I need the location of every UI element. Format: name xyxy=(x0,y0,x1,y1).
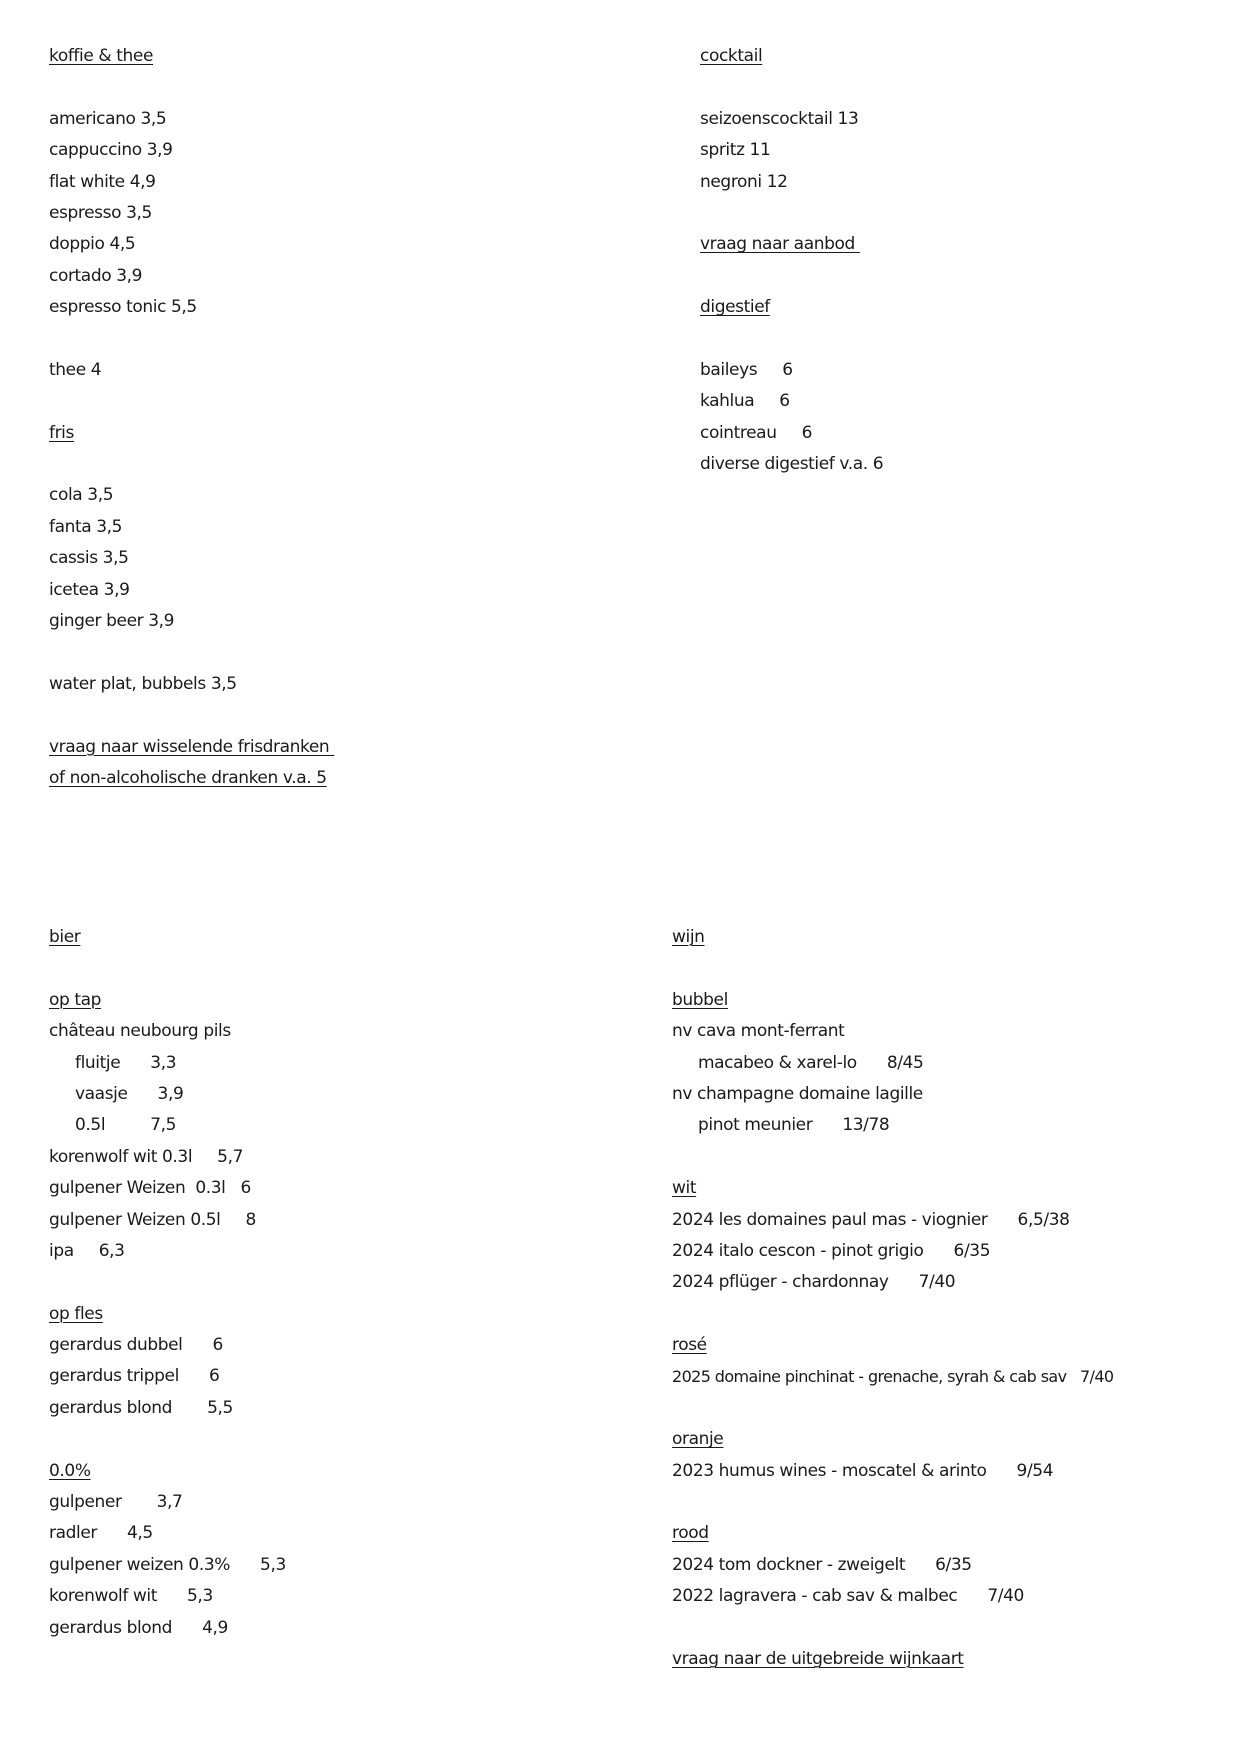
menu-item: spritz 11 xyxy=(700,140,771,161)
wit-heading: wit xyxy=(672,1178,697,1199)
menu-item: gulpener weizen 0.3% 5,3 xyxy=(49,1554,286,1575)
menu-item: 2024 les domaines paul mas - viognier 6,5/38 xyxy=(672,1209,1070,1230)
cocktail-heading: cocktail xyxy=(700,46,763,66)
oranje-heading: oranje xyxy=(672,1429,724,1450)
digestief-heading: digestief xyxy=(700,297,770,318)
menu-item: 2022 lagravera - cab sav & malbec 7/40 xyxy=(672,1586,1024,1607)
cocktail-digestief-column xyxy=(700,41,1220,480)
bier-column xyxy=(49,922,609,1644)
menu-item: 0.5l 7,5 xyxy=(75,1115,177,1136)
wijnkaart-note: vraag naar de uitgebreide wijnkaart xyxy=(672,1648,964,1669)
menu-item: korenwolf wit 5,3 xyxy=(49,1586,213,1607)
menu-item: water plat, bubbels 3,5 xyxy=(49,673,237,694)
menu-item: negroni 12 xyxy=(700,171,788,192)
menu-item: cola 3,5 xyxy=(49,485,114,506)
menu-item: 2023 humus wines - moscatel & arinto 9/54 xyxy=(672,1460,1054,1481)
menu-item: gerardus dubbel 6 xyxy=(49,1335,223,1356)
menu-item: ginger beer 3,9 xyxy=(49,611,175,632)
fris-heading: fris xyxy=(49,422,74,443)
menu-item: cappuccino 3,9 xyxy=(49,140,173,161)
rood-heading: rood xyxy=(672,1523,709,1544)
menu-item: baileys 6 xyxy=(700,359,793,380)
wijn-heading: wijn xyxy=(672,927,705,947)
menu-item: fluitje 3,3 xyxy=(75,1052,177,1073)
cocktail-note: vraag naar aanbod xyxy=(700,234,860,255)
menu-item: macabeo & xarel-lo 8/45 xyxy=(698,1052,924,1073)
menu-item: radler 4,5 xyxy=(49,1523,153,1544)
menu-item: gulpener Weizen 0.5l 8 xyxy=(49,1209,256,1230)
menu-item: nv cava mont-ferrant xyxy=(672,1021,845,1042)
fles-heading: op fles xyxy=(49,1303,103,1324)
menu-item: espresso 3,5 xyxy=(49,202,152,223)
menu-item: 2024 pflüger - chardonnay 7/40 xyxy=(672,1272,956,1293)
menu-item: cassis 3,5 xyxy=(49,548,129,569)
rose-heading: rosé xyxy=(672,1335,707,1356)
menu-item: espresso tonic 5,5 xyxy=(49,297,197,318)
menu-item: doppio 4,5 xyxy=(49,234,136,255)
nul-heading: 0.0% xyxy=(49,1460,91,1481)
menu-item: gerardus blond 5,5 xyxy=(49,1397,233,1418)
menu-item: gerardus trippel 6 xyxy=(49,1366,220,1387)
koffie-fris-column xyxy=(49,41,609,794)
menu-item: gulpener Weizen 0.3l 6 xyxy=(49,1178,251,1199)
menu-item: diverse digestief v.a. 6 xyxy=(700,454,884,475)
menu-item: 2024 italo cescon - pinot grigio 6/35 xyxy=(672,1240,991,1261)
menu-item: icetea 3,9 xyxy=(49,579,130,600)
menu-item: flat white 4,9 xyxy=(49,171,156,192)
menu-item: gerardus blond 4,9 xyxy=(49,1617,228,1638)
wijn-column xyxy=(672,922,1232,1675)
menu-item: nv champagne domaine lagille xyxy=(672,1083,923,1104)
menu-item: gulpener 3,7 xyxy=(49,1492,183,1513)
menu-item: kahlua 6 xyxy=(700,391,790,412)
menu-item: korenwolf wit 0.3l 5,7 xyxy=(49,1146,244,1167)
menu-item: americano 3,5 xyxy=(49,108,167,129)
menu-item: 2024 tom dockner - zweigelt 6/35 xyxy=(672,1554,972,1575)
menu-item: vaasje 3,9 xyxy=(75,1083,184,1104)
menu-item: pinot meunier 13/78 xyxy=(698,1115,890,1136)
fris-note: of non-alcoholische dranken v.a. 5 xyxy=(49,767,327,788)
tap-heading: op tap xyxy=(49,989,102,1010)
menu-item: fanta 3,5 xyxy=(49,516,123,537)
bier-heading: bier xyxy=(49,927,81,947)
menu-item: cointreau 6 xyxy=(700,422,813,443)
menu-item: thee 4 xyxy=(49,359,102,380)
bubbel-heading: bubbel xyxy=(672,989,728,1010)
menu-item: cortado 3,9 xyxy=(49,265,143,286)
menu-item: château neubourg pils xyxy=(49,1021,231,1042)
fris-note: vraag naar wisselende frisdranken xyxy=(49,736,335,757)
menu-item: ipa 6,3 xyxy=(49,1240,125,1261)
menu-item: seizoenscocktail 13 xyxy=(700,108,859,129)
menu-item: 2025 domaine pinchinat - grenache, syrah & cab sav 7/40 xyxy=(672,1367,1114,1387)
koffie-heading: koffie & thee xyxy=(49,46,154,66)
